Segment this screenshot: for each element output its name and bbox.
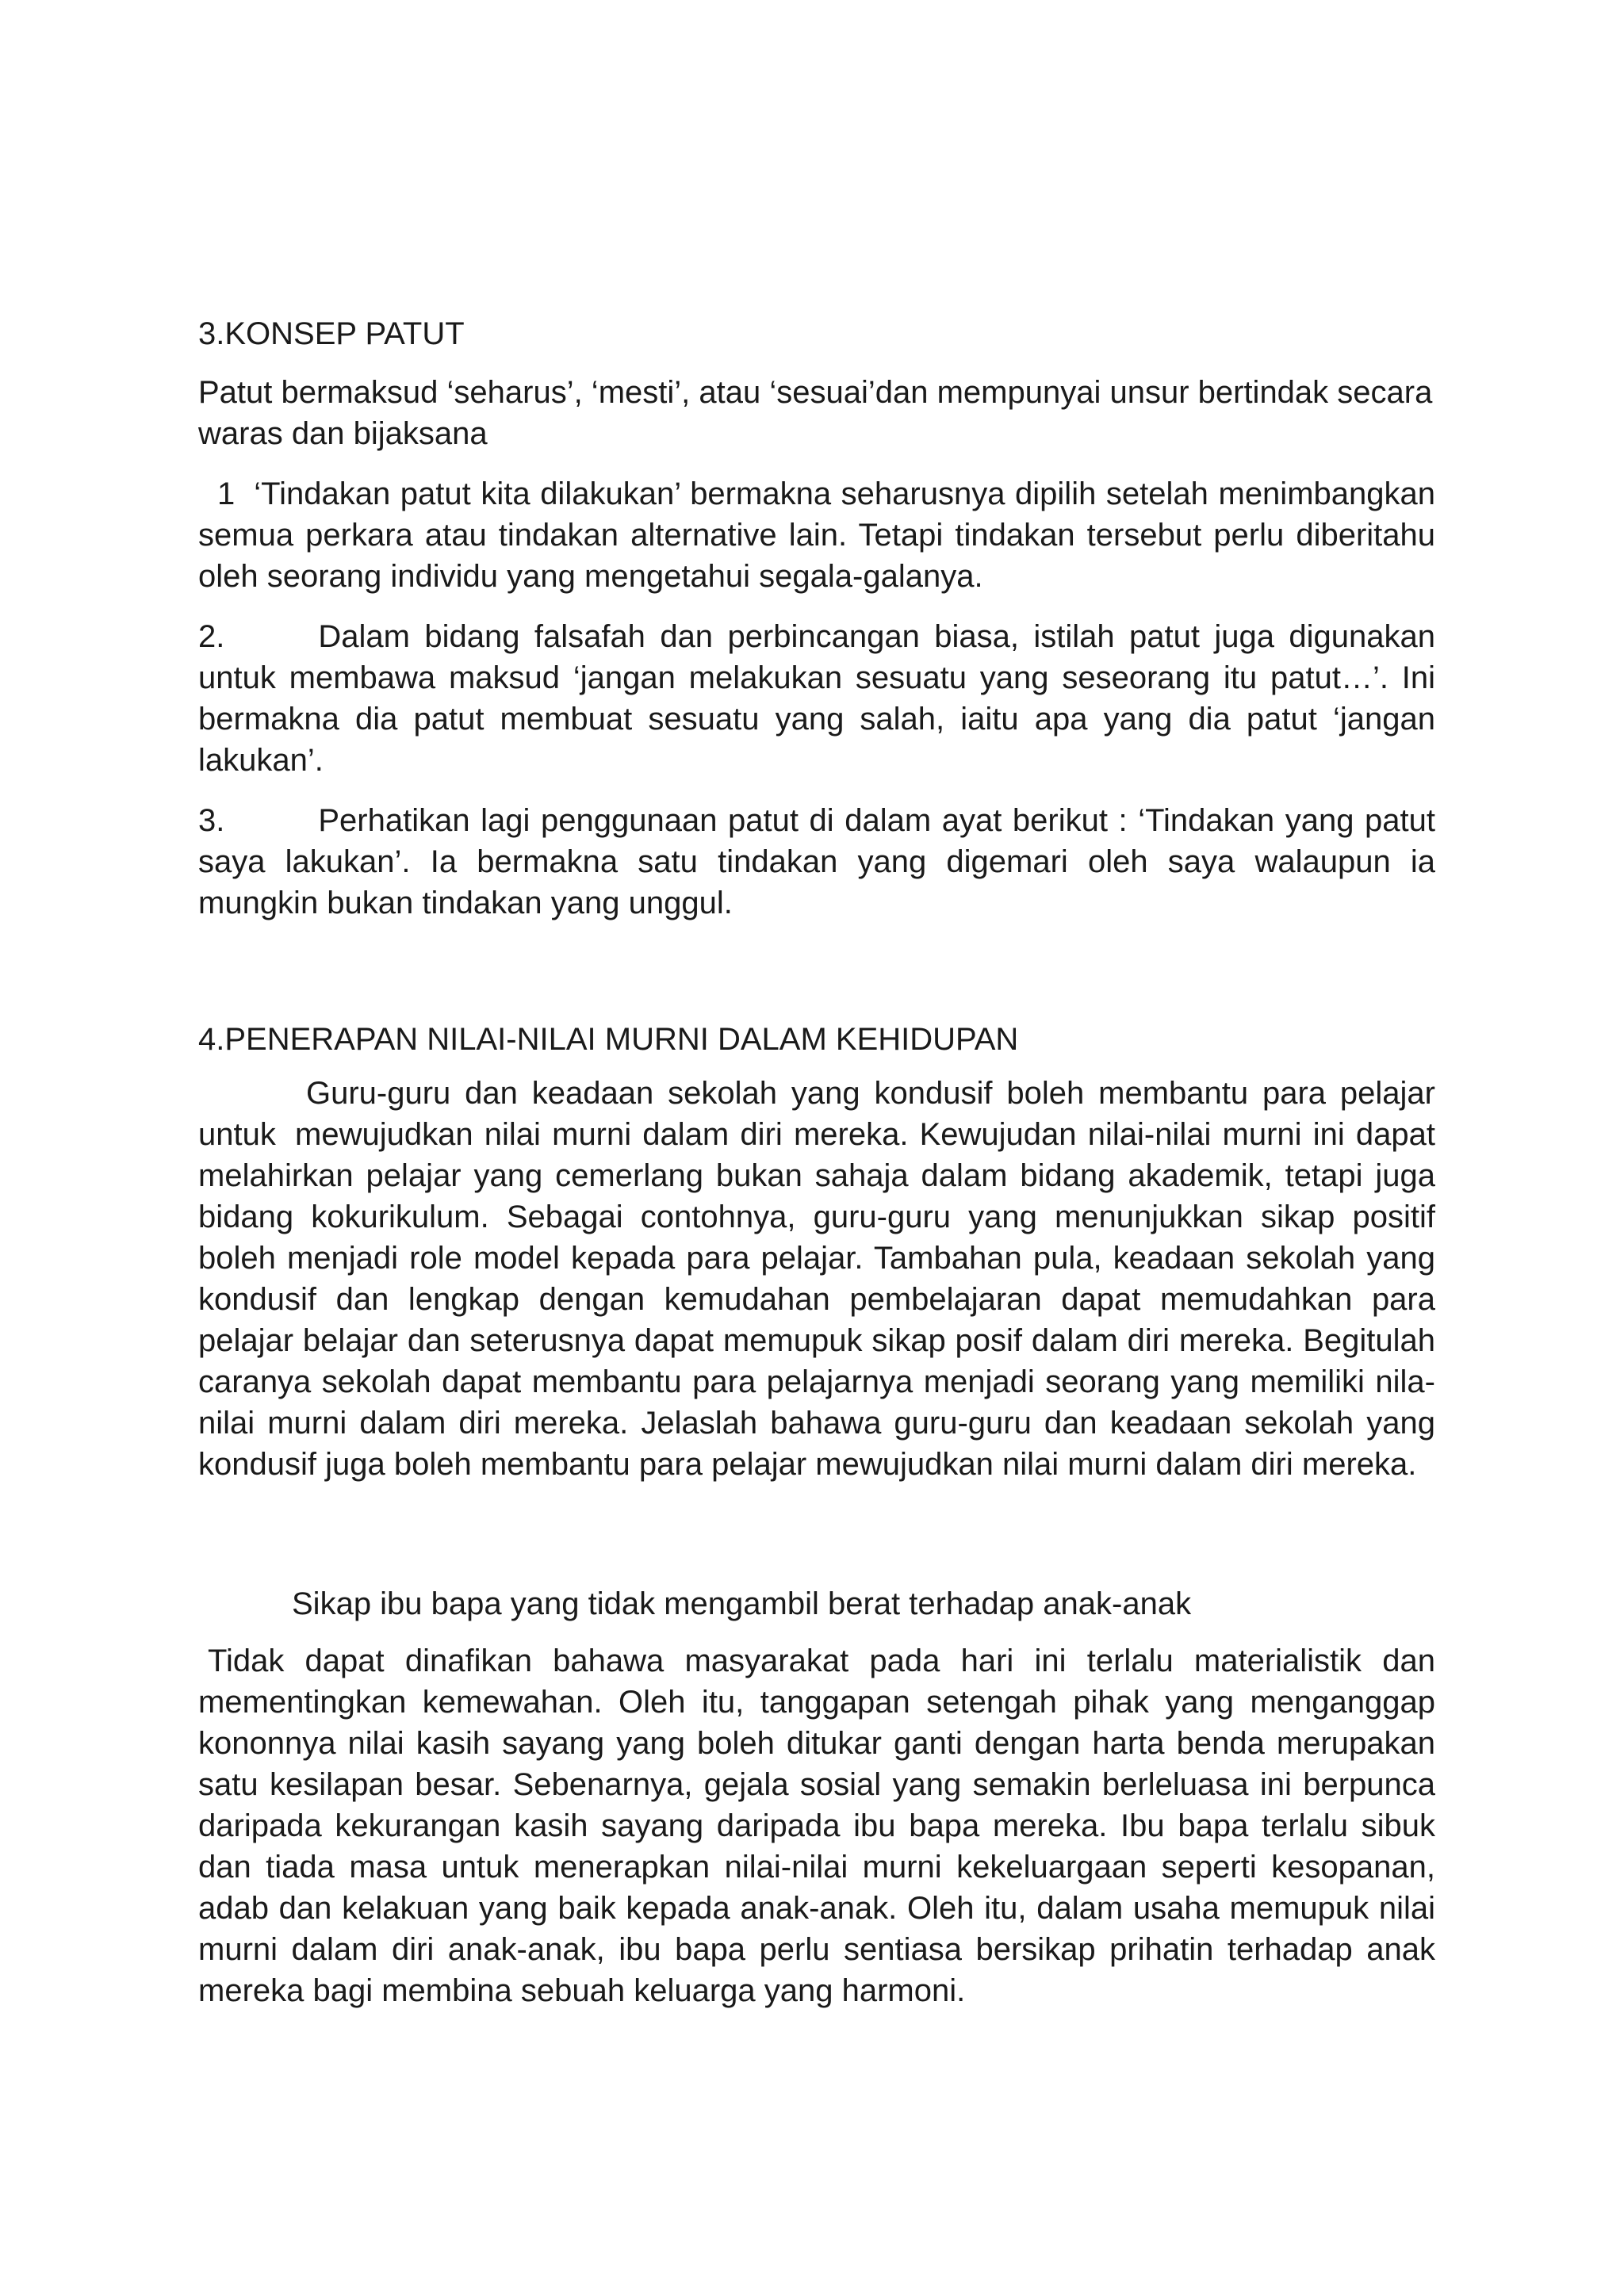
point-text: Dalam bidang falsafah dan perbincangan biasa, istilah patut juga digunakan untuk membawa maksud ‘jangan melakukan sesuatu yang seseorang itu patut…’. Ini bermakna dia patut membuat sesuatu yang salah, iaitu apa yang dia patut ‘jangan lakukan’.	[198, 619, 1435, 778]
intro-paragraph: Patut bermaksud ‘seharus’, ‘mesti’, atau ‘sesuai’dan mempunyai unsur bertindak secara waras dan bijaksana	[198, 375, 1433, 451]
numbered-point-1	[198, 473, 1435, 597]
point-text: ‘Tindakan patut kita dilakukan’ bermakna seharusnya dipilih setelah menimbangkan semua perkara atau tindakan alternative lain. Tetapi tindakan tersebut perlu diberitahu oleh seorang individu yang mengetahui segala-galanya.	[198, 476, 1435, 594]
numbered-point-3	[198, 800, 1435, 924]
point-number: 2.	[198, 619, 225, 654]
paragraph-text: Tidak dapat dinafikan bahawa masyarakat pada hari ini terlalu materialistik dan mementingkan kemewahan. Oleh itu, tanggapan setengah pihak yang menganggap kononnya nilai kasih sayang yang boleh ditukar ganti dengan harta benda merupakan satu kesilapan besar. Sebenarnya, gejala sosial yang semakin berleluasa ini berpunca daripada kekurangan kasih sayang daripada ibu bapa mereka. Ibu bapa terlalu sibuk dan tiada masa untuk menerapkan nilai-nilai murni kekeluargaan seperti kesopanan, adab dan kelakuan yang baik kepada anak-anak. Oleh itu, dalam usaha memupuk nilai murni dalam diri anak-anak, ibu bapa perlu sentiasa bersikap prihatin terhadap anak mereka bagi membina sebuah keluarga yang harmoni.	[198, 1644, 1435, 2008]
penerapan-paragraph	[198, 1073, 1435, 1485]
section-heading-sikap-ibu-bapa: Sikap ibu bapa yang tidak mengambil berat terhadap anak-anak	[292, 1586, 1192, 1621]
numbered-point-2	[198, 616, 1435, 781]
sikap-ibu-bapa-paragraph	[198, 1640, 1435, 2011]
section-heading-konsep-patut: 3.KONSEP PATUT	[198, 316, 465, 351]
document-page	[198, 313, 1435, 2011]
paragraph-rest: mewujudkan nilai murni dalam diri mereka. Kewujudan nilai-nilai murni ini dapat melahirkan pelajar yang cemerlang bukan sahaja dalam bidang akademik, tetapi juga bidang kokurikulum. Sebagai contohnya, guru-guru yang menunjukkan sikap positif boleh menjadi role model kepada para pelajar. Tambahan pula, keadaan sekolah yang kondusif dan lengkap dengan kemudahan pembelajaran dapat memudahkan para pelajar belajar dan seterusnya dapat memupuk sikap posif dalam diri mereka. Begitulah caranya sekolah dapat membantu para pelajarnya menjadi seorang yang memiliki nila-nilai murni dalam diri mereka. Jelaslah bahawa guru-guru dan keadaan sekolah yang kondusif juga boleh membantu para pelajar mewujudkan nilai murni dalam diri mereka.	[198, 1117, 1436, 1482]
point-text: Perhatikan lagi penggunaan patut di dalam ayat berikut : ‘Tindakan yang patut saya lakukan’. Ia bermakna satu tindakan yang digemari oleh saya walaupun ia mungkin bukan tindakan yang unggul.	[198, 803, 1435, 920]
paragraph-start: Guru-guru dan keadaan sekolah yang kondusif boleh membantu para pelajar untuk	[198, 1076, 1435, 1152]
section-heading-penerapan: 4.PENERAPAN NILAI-NILAI MURNI DALAM KEHIDUPAN	[198, 1022, 1019, 1057]
point-number: 1	[217, 476, 236, 511]
point-number: 3.	[198, 803, 225, 838]
